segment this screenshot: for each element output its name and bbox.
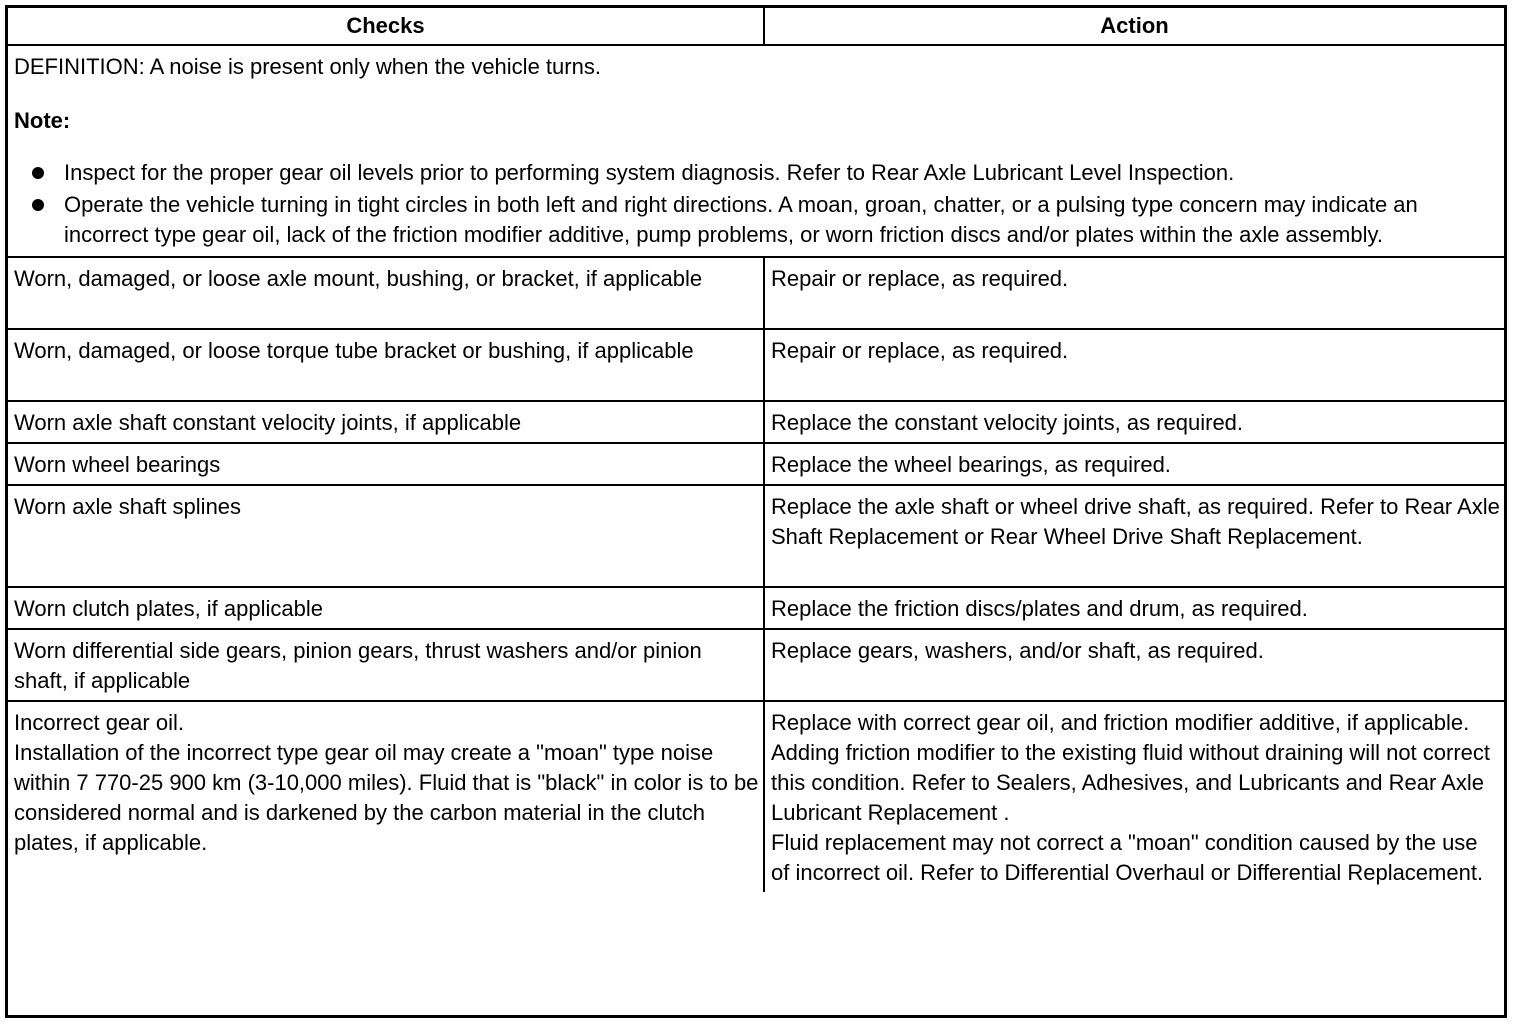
table-row — [8, 443, 1504, 485]
bullet-icon — [32, 167, 44, 179]
definition-text: DEFINITION: A noise is present only when the vehicle turns. — [14, 54, 601, 79]
action-cell: Repair or replace, as required. — [764, 257, 1504, 329]
check-cell: Worn clutch plates, if applicable — [8, 587, 764, 629]
diagnostic-table-frame — [5, 5, 1507, 1018]
check-cell: Worn, damaged, or loose torque tube bracket or bushing, if applicable — [8, 329, 764, 401]
action-cell — [764, 701, 1504, 892]
note-item-text: Inspect for the proper gear oil levels prior to performing system diagnosis. Refer to Rear Axle Lubricant Level Inspection. — [64, 160, 1235, 185]
diagnostic-table — [8, 8, 1504, 892]
table-row — [8, 257, 1504, 329]
table-row — [8, 329, 1504, 401]
check-cell: Worn axle shaft constant velocity joints, if applicable — [8, 401, 764, 443]
action-cell: Replace the wheel bearings, as required. — [764, 443, 1504, 485]
table-row — [8, 701, 1504, 892]
table-row — [8, 587, 1504, 629]
check-cell: Worn wheel bearings — [8, 443, 764, 485]
check-cell: Worn differential side gears, pinion gears, thrust washers and/or pinion shaft, if applicable — [8, 629, 764, 701]
action-detail-text: Fluid replacement may not correct a "moan" condition caused by the use of incorrect oil. Refer to Differential Overhaul or Differential Replacement. — [771, 830, 1484, 885]
note-item-text: Operate the vehicle turning in tight circles in both left and right directions. A moan, groan, chatter, or a pulsing type concern may indicate an incorrect type gear oil, lack of the friction modifier additive, pump problems, or worn friction discs and/or plates within the axle assembly. — [64, 192, 1418, 247]
note-item — [14, 158, 1500, 188]
table-row — [8, 629, 1504, 701]
action-cell: Repair or replace, as required. — [764, 329, 1504, 401]
note-item — [14, 190, 1500, 250]
table-row — [8, 401, 1504, 443]
definition-cell — [8, 45, 1504, 257]
table-row — [8, 485, 1504, 587]
check-detail-text: Installation of the incorrect type gear oil may create a "moan" type noise within 7 770-25 900 km (3-10,000 miles). Fluid that is "black" in color is to be considered normal and is darkened by the carbon material in the clutch plates, if applicable. — [14, 740, 759, 855]
check-cell: Worn axle shaft splines — [8, 485, 764, 587]
definition-row — [8, 45, 1504, 257]
action-header: Action — [764, 8, 1504, 45]
note-list — [14, 158, 1500, 250]
header-row — [8, 8, 1504, 45]
action-cell: Replace gears, washers, and/or shaft, as required. — [764, 629, 1504, 701]
action-cell: Replace the friction discs/plates and drum, as required. — [764, 587, 1504, 629]
action-text: Replace with correct gear oil, and friction modifier additive, if applicable. Adding friction modifier to the existing fluid without draining will not correct this condition. Refer to Sealers, Adhesives, and Lubricants and Rear Axle Lubricant Replacement . — [771, 710, 1491, 825]
check-cell: Worn, damaged, or loose axle mount, bushing, or bracket, if applicable — [8, 257, 764, 329]
note-label: Note: — [14, 108, 71, 133]
action-cell: Replace the constant velocity joints, as required. — [764, 401, 1504, 443]
check-text: Incorrect gear oil. — [14, 710, 184, 735]
check-cell — [8, 701, 764, 892]
bullet-icon — [32, 199, 44, 211]
checks-header: Checks — [8, 8, 764, 45]
action-cell: Replace the axle shaft or wheel drive shaft, as required. Refer to Rear Axle Shaft Replacement or Rear Wheel Drive Shaft Replacement. — [764, 485, 1504, 587]
